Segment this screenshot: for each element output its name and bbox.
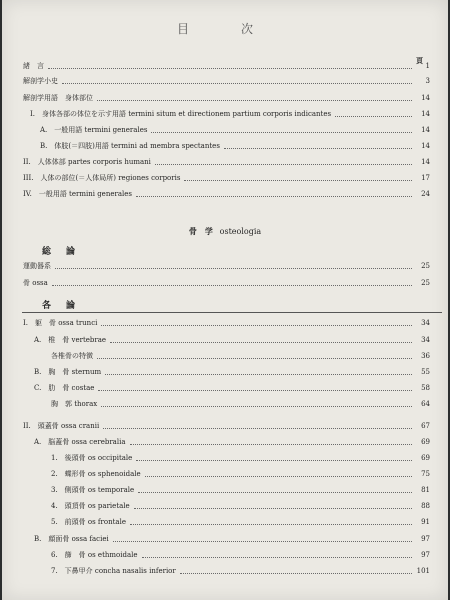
leader-dots <box>335 116 412 117</box>
leader-dots <box>113 541 412 542</box>
leader-dots <box>184 180 412 181</box>
toc-entry <box>2 61 442 72</box>
toc-entry <box>2 335 442 346</box>
leader-dots <box>136 196 412 197</box>
toc-entry-text: 胸 郭 thorax <box>51 400 98 408</box>
leader-dots <box>105 374 412 375</box>
toc-entry <box>2 501 442 512</box>
toc-entry-text: 各椎骨の特徴 <box>51 352 93 360</box>
leader-dots <box>98 390 412 391</box>
toc-entry-text: 4. 頭頂骨 os parietale <box>51 502 130 510</box>
toc-entry-text: 3. 側頭骨 os temporale <box>51 486 135 494</box>
section-subtitle: osteologia <box>219 227 262 236</box>
toc-entry-text: A. 椎 骨 vertebrae <box>34 336 107 344</box>
toc-entry-text: I. 身体各部の体位を示す用語 termini situm et directionem partium corporis indicantes <box>30 110 332 118</box>
toc-entry <box>2 485 442 496</box>
leader-dots <box>101 406 412 407</box>
toc-entry-page: 24 <box>421 190 430 198</box>
toc-entry-text: III. 人体の部位(＝人体局所) regiones corporis <box>23 174 181 182</box>
toc-entry-page: 36 <box>421 352 430 360</box>
toc-entry <box>2 109 442 120</box>
leader-dots <box>138 492 412 493</box>
toc-entry-page: 64 <box>421 400 430 408</box>
toc-entry-text: A. 一般用語 termini generales <box>40 126 148 134</box>
page-title: 目 次 <box>176 22 273 36</box>
toc-entry-text: B. 体肢(＝四肢)用語 termini ad membra spectantes <box>40 142 220 150</box>
toc-entry-text: 骨 ossa <box>23 279 48 287</box>
toc-entry-page: 14 <box>421 142 430 150</box>
leader-dots <box>151 132 412 133</box>
leader-dots <box>48 68 412 69</box>
leader-dots <box>134 508 412 509</box>
page-column-header: 頁 <box>416 56 423 65</box>
toc-entry <box>2 318 442 329</box>
toc-entry-text: 解剖学用語 身体部位 <box>23 94 93 102</box>
toc-entry-page: 55 <box>421 368 430 376</box>
toc-entry-text: 2. 蝶形骨 os sphenoidale <box>51 470 141 478</box>
toc-entry-page: 97 <box>421 551 430 559</box>
toc-entry-text: II. 頭蓋骨 ossa cranii <box>23 422 100 430</box>
section-heading <box>2 226 448 237</box>
leader-dots <box>101 325 412 326</box>
leader-dots <box>130 444 412 445</box>
leader-dots <box>136 460 412 461</box>
toc-entry-page: 17 <box>421 174 430 182</box>
toc-entry <box>2 469 442 480</box>
general-heading: 総 論 <box>42 247 79 257</box>
toc-entry <box>2 550 442 561</box>
leader-dots <box>55 268 412 269</box>
toc-entry <box>2 453 442 464</box>
toc-entry <box>2 173 442 184</box>
toc-entry-page: 3 <box>425 77 430 85</box>
toc-entry-page: 67 <box>421 422 430 430</box>
toc-entry-page: 88 <box>421 502 430 510</box>
toc-entry-page: 69 <box>421 438 430 446</box>
leader-dots <box>52 285 412 286</box>
leader-dots <box>97 358 412 359</box>
toc-entry <box>2 76 442 87</box>
toc-entry-page: 25 <box>421 262 430 270</box>
toc-entry <box>2 367 442 378</box>
toc-entry-text: IV. 一般用語 termini generales <box>23 190 132 198</box>
toc-entry <box>2 351 442 362</box>
toc-entry-text: I. 躯 骨 ossa trunci <box>23 319 98 327</box>
toc-entry <box>2 189 442 200</box>
leader-dots <box>224 148 412 149</box>
toc-page <box>2 0 448 600</box>
toc-entry-text: 7. 下鼻甲介 concha nasalis inferior <box>51 567 176 575</box>
toc-entry-text: B. 顔面骨 ossa faciei <box>34 535 109 543</box>
toc-entry-text: B. 胸 骨 sternum <box>34 368 102 376</box>
toc-entry-page: 101 <box>416 567 430 575</box>
toc-entry-page: 34 <box>421 336 430 344</box>
leader-dots <box>103 428 412 429</box>
toc-entry-text: 1. 後頭骨 os occipitale <box>51 454 133 462</box>
toc-entry-text: A. 脳蓋骨 ossa cerebralia <box>34 438 126 446</box>
specific-heading: 各 論 <box>42 301 79 311</box>
leader-dots <box>62 83 412 84</box>
toc-entry <box>2 125 442 136</box>
leader-dots <box>130 524 412 525</box>
toc-entry <box>2 421 442 432</box>
toc-entry-page: 14 <box>421 158 430 166</box>
toc-entry-text: 6. 篩 骨 os ethmoidale <box>51 551 138 559</box>
toc-entry-text: 緒 言 <box>23 62 44 70</box>
toc-entry <box>2 566 442 577</box>
toc-entry-page: 75 <box>421 470 430 478</box>
toc-entry <box>2 517 442 528</box>
leader-dots <box>145 476 412 477</box>
toc-entry-page: 14 <box>421 110 430 118</box>
toc-entry-page: 34 <box>421 319 430 327</box>
toc-entry-page: 14 <box>421 126 430 134</box>
section-title: 骨 学 <box>188 226 213 236</box>
toc-entry <box>2 278 442 289</box>
toc-entry-page: 97 <box>421 535 430 543</box>
toc-entry <box>2 93 442 104</box>
toc-entry <box>2 383 442 394</box>
toc-entry-page: 25 <box>421 279 430 287</box>
toc-entry-page: 14 <box>421 94 430 102</box>
toc-entry-page: 58 <box>421 384 430 392</box>
leader-dots <box>180 573 412 574</box>
leader-dots <box>155 164 412 165</box>
leader-dots <box>110 342 412 343</box>
toc-entry-text: 解剖学小史 <box>23 77 58 85</box>
toc-entry <box>2 261 442 272</box>
leader-dots <box>142 557 412 558</box>
toc-entry-text: 5. 前頭骨 os frontale <box>51 518 126 526</box>
toc-entry-page: 69 <box>421 454 430 462</box>
toc-entry-page: 1 <box>425 62 430 70</box>
toc-entry-page: 91 <box>421 518 430 526</box>
toc-entry-text: II. 人体体部 partes corporis humani <box>23 158 151 166</box>
toc-entry <box>2 141 442 152</box>
toc-entry <box>2 157 442 168</box>
toc-entry-text: C. 肋 骨 costae <box>34 384 95 392</box>
divider <box>22 312 442 313</box>
toc-entry <box>2 534 442 545</box>
leader-dots <box>97 100 412 101</box>
toc-entry <box>2 399 442 410</box>
toc-entry <box>2 437 442 448</box>
toc-entry-page: 81 <box>421 486 430 494</box>
toc-entry-text: 運動器系 <box>23 262 51 270</box>
